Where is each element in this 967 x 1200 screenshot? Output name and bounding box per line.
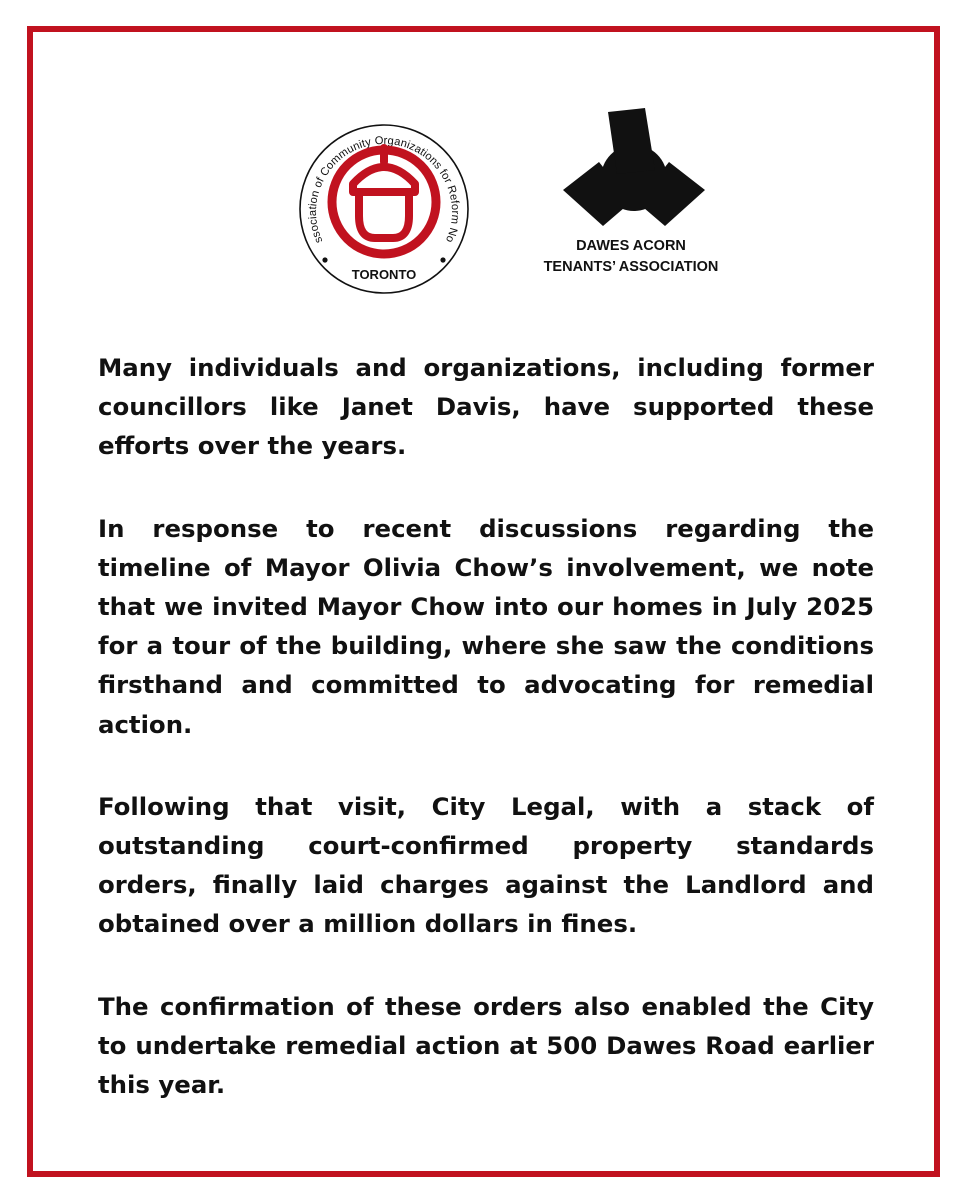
- dawes-name-line-2: TENANTS’ ASSOCIATION: [543, 259, 719, 275]
- paragraph-2: In response to recent discussions regarding the timeline of Mayor Olivia Chow’s involvement, we note that we invited Mayor Chow into our homes in July 2025 for a tour of the building, where she saw the conditions firsthand and committed to advocating for remedial action.: [98, 513, 874, 739]
- dawes-acorn-logo: [561, 104, 707, 254]
- dawes-association-name: [521, 236, 741, 278]
- acorn-icon: [279, 104, 489, 314]
- acorn-ring-text: ssociation of Community Organizations for Reform No: [306, 134, 462, 245]
- paragraph-4: The confirmation of these orders also enabled the City to undertake remedial action at 500 Dawes Road earlier this year.: [98, 991, 874, 1100]
- acorn-city-label: TORONTO: [351, 267, 417, 282]
- acorn-toronto-logo: [279, 104, 489, 314]
- paragraph-3: Following that visit, City Legal, with a stack of outstanding court-confirmed property standards orders, finally laid charges against the Landlord and obtained over a million dollars in fines.: [98, 791, 874, 939]
- paragraph-1: Many individuals and organizations, including former councillors like Janet Davis, have supported these efforts over the years.: [98, 353, 874, 461]
- logo-header: [33, 32, 934, 332]
- three-blade-emblem-icon: [561, 104, 707, 254]
- red-page-border: [27, 26, 940, 1177]
- dawes-name-line-1: DAWES ACORN: [576, 238, 686, 254]
- statement-body: [98, 348, 874, 1104]
